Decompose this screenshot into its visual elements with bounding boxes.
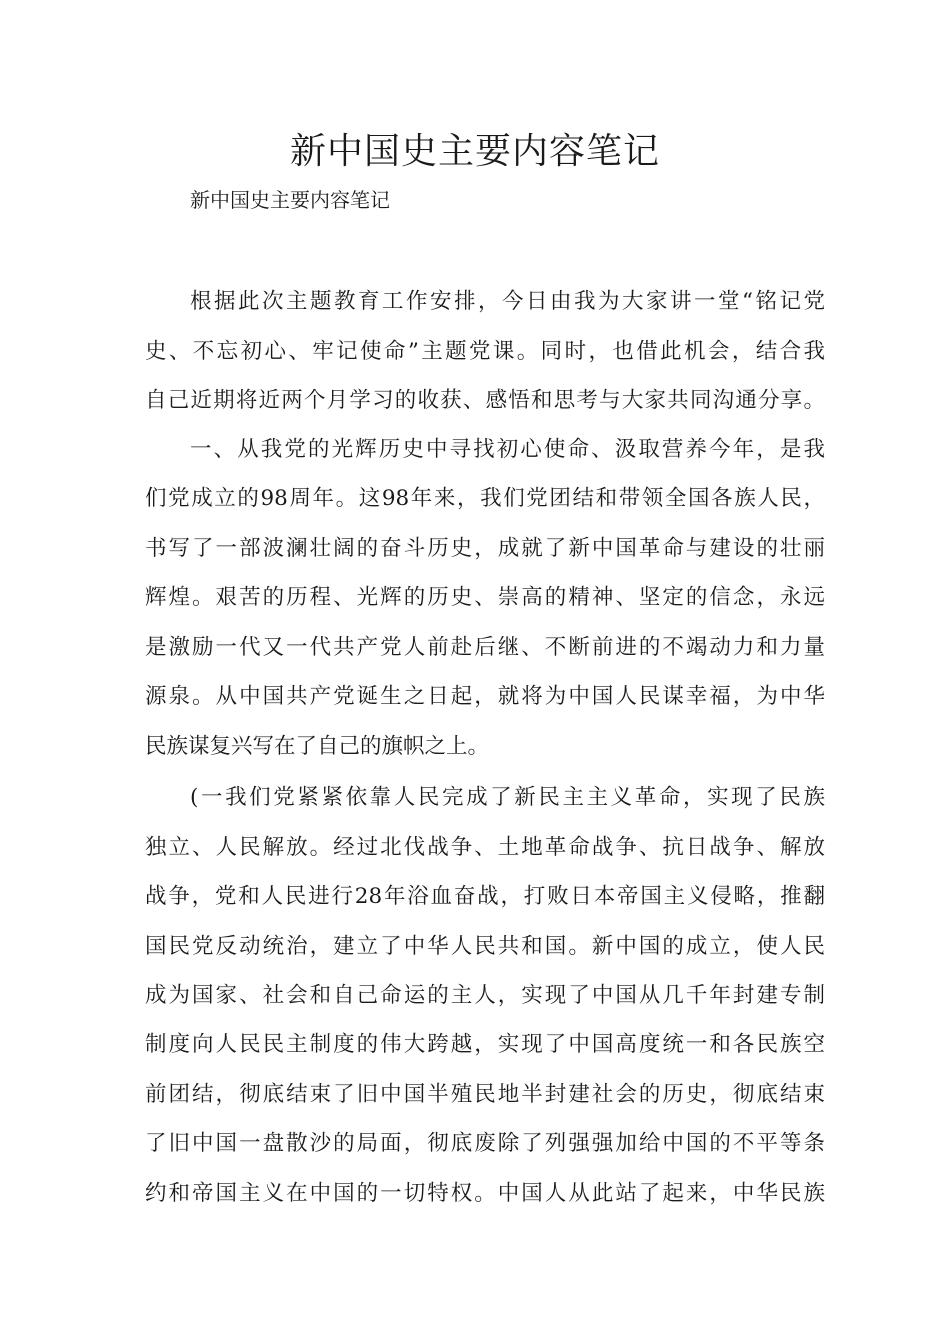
body-line: 是激励一代又一代共产党人前赴后继、不断前进的不竭动力和力量 [145,635,825,660]
body-line: 成为国家、社会和自己命运的主人，实现了中国从几千年封建专制 [145,983,825,1008]
body-line: 源泉。从中国共产党诞生之日起，就将为中国人民谋幸福，为中华 [145,684,825,709]
body-line: 制度向人民民主制度的伟大跨越，实现了中国高度统一和各民族空 [145,1032,825,1057]
body-line: 们党成立的98周年。这98年来，我们党团结和带领全国各族人民， [145,486,825,511]
body-line: 了旧中国一盘散沙的局面，彻底废除了列强强加给中国的不平等条 [145,1131,825,1156]
body-line: 一、从我党的光辉历史中寻找初心使命、汲取营养今年，是我 [190,437,825,462]
document-title: 新中国史主要内容笔记 [289,131,660,172]
body-line: 战争，党和人民进行28年浴血奋战，打败日本帝国主义侵略，推翻 [145,884,825,909]
body-line: 国民党反动统治，建立了中华人民共和国。新中国的成立，使人民 [145,934,825,959]
body-line: 辉煌。艰苦的历程、光辉的历史、崇高的精神、坚定的信念，永远 [145,585,825,610]
document-subtitle: 新中国史主要内容笔记 [190,188,390,212]
body-line: 史、不忘初心、牢记使命”主题党课。同时，也借此机会，结合我 [145,339,825,364]
body-line: 书写了一部波澜壮阔的奋斗历史，成就了新中国革命与建设的壮丽 [145,536,825,561]
body-line: 民族谋复兴写在了自己的旗帜之上。 [145,734,490,759]
body-line: 根据此次主题教育工作安排，今日由我为大家讲一堂“铭记党 [190,289,825,314]
body-line: (一我们党紧紧依靠人民完成了新民主主义革命，实现了民族 [190,785,825,810]
body-line: 自己近期将近两个月学习的收获、感悟和思考与大家共同沟通分享。 [145,388,825,413]
body-line: 独立、人民解放。经过北伐战争、土地革命战争、抗日战争、解放 [145,835,825,860]
body-line: 前团结，彻底结束了旧中国半殖民地半封建社会的历史，彻底结束 [145,1082,825,1107]
body-line: 约和帝国主义在中国的一切特权。中国人从此站了起来，中华民族 [145,1181,825,1206]
